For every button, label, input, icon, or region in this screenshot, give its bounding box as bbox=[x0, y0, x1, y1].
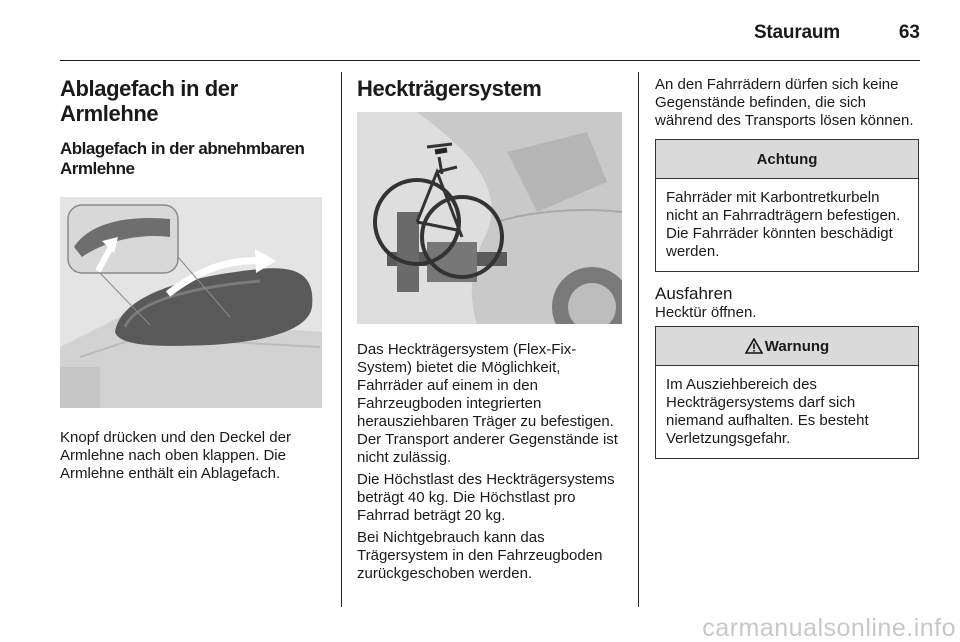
column-right bbox=[655, 76, 921, 459]
section-title: Stauraum bbox=[753, 22, 840, 43]
caution-box bbox=[655, 139, 919, 272]
rear-carrier-paragraph-3: Bei Nichtgebrauch kann das Trägersystem in den Fahrzeugboden zurückgeschoben werden. bbox=[357, 529, 603, 582]
column-armrest bbox=[60, 76, 326, 483]
armrest-subheading: Ablagefach in der abnehmbaren Armlehne bbox=[60, 139, 305, 178]
rear-carrier-paragraph-1: Das Heckträgersystem (Flex-Fix-System) bietet die Möglichkeit, Fahrräder auf einem in den Fahrzeugboden integrierten herausziehbaren Träger zu befestigen. Der Transport anderer Gegenstände ist nicht zulässig. bbox=[357, 341, 618, 466]
armrest-instructions: Knopf drücken und den Deckel der Armlehne nach oben klappen. Die Armlehne enthält ein Ablagefach. bbox=[60, 429, 291, 482]
caution-body: Fahrräder mit Karbontretkurbeln nicht an Fahrradträgern befestigen. Die Fahrräder könnten beschädigt werden. bbox=[666, 189, 901, 260]
caution-title: Achtung bbox=[656, 140, 918, 179]
page-number: 63 bbox=[898, 22, 920, 43]
extend-heading: Ausfahren bbox=[655, 284, 733, 303]
warning-box bbox=[655, 326, 919, 459]
warning-header bbox=[656, 327, 918, 366]
rear-carrier-paragraph-2: Die Höchstlast des Heckträgersystems beträgt 40 kg. Die Höchstlast pro Fahrrad beträgt 20 kg. bbox=[357, 471, 615, 524]
header-rule bbox=[60, 60, 920, 61]
bike-carrier-illustration bbox=[357, 112, 622, 324]
warning-title: Warnung bbox=[764, 338, 830, 355]
column-divider-1 bbox=[341, 72, 342, 607]
carrier-intro: An den Fahrrädern dürfen sich keine Gegenstände befinden, die sich während des Transports lösen können. bbox=[655, 76, 914, 129]
warning-triangle-icon bbox=[745, 330, 763, 369]
column-rear-carrier bbox=[357, 76, 625, 583]
watermark-url: carmanualsonline.info bbox=[702, 614, 956, 642]
rear-carrier-heading: Heckträgersystem bbox=[357, 76, 542, 101]
armrest-heading: Ablagefach in der Armlehne bbox=[60, 76, 238, 126]
column-divider-2 bbox=[638, 72, 639, 607]
extend-instruction: Hecktür öffnen. bbox=[655, 304, 757, 321]
page-header bbox=[60, 20, 920, 60]
armrest-illustration bbox=[60, 197, 322, 408]
warning-body: Im Ausziehbereich des Heckträgersystems darf sich niemand aufhalten. Es besteht Verletzungsgefahr. bbox=[666, 376, 869, 447]
